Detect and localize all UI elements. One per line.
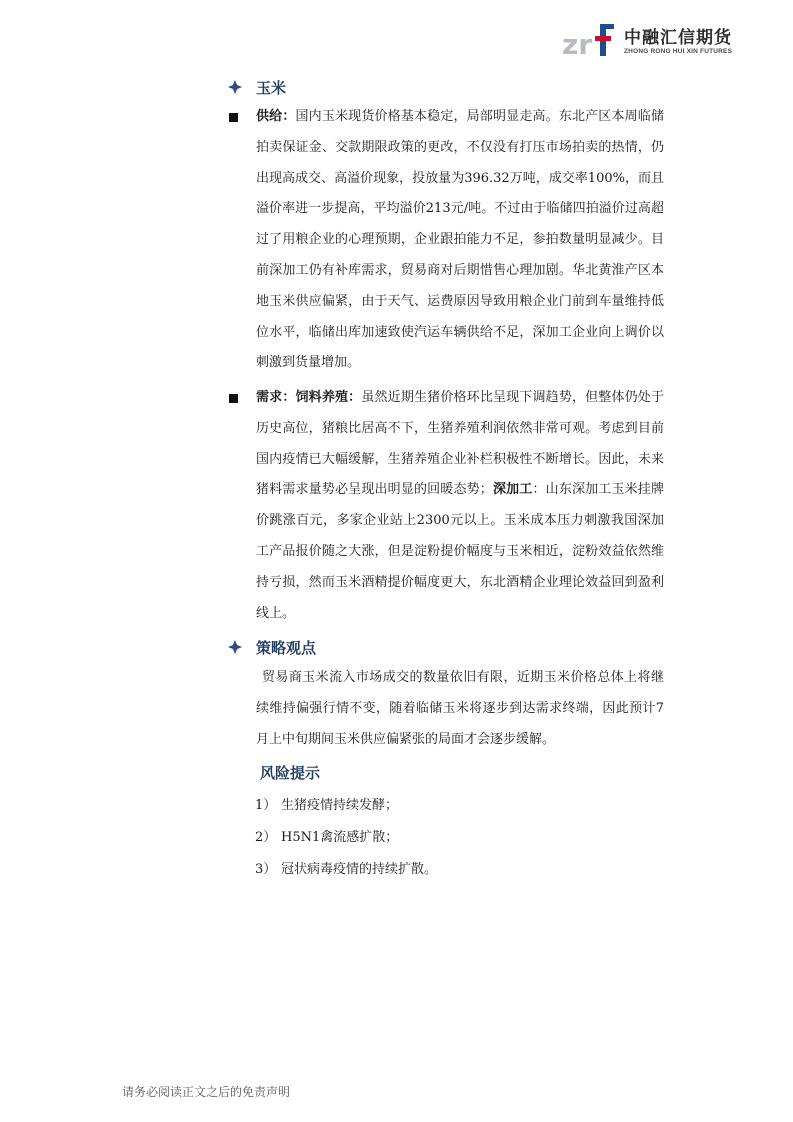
section-title: 玉米 <box>256 78 287 97</box>
risk-item-number: 2） <box>255 830 277 845</box>
supply-label: 供给： <box>256 109 296 124</box>
logo-mark-icon <box>562 20 618 60</box>
logo-english-name: ZHONG RONG HUI XIN FUTURES <box>624 48 733 55</box>
risk-item-number: 3） <box>255 862 277 877</box>
svg-text:zr: zr <box>562 28 593 60</box>
risk-item-number: 1） <box>255 798 277 813</box>
demand-text-1: 虽然近期生猪价格环比呈现下调趋势，但整体仍处于历史高位，猪粮比居高不下，生猪养殖利润依然非常可观。考虑到目前国内疫情已大幅缓解，生猪养殖企业补栏积极性不断增长。因此，未来猪料需求量势必呈现出明显的回暖态势； <box>256 390 664 498</box>
risk-section-title: 风险提示 <box>260 764 321 782</box>
section-heading-corn <box>228 76 286 98</box>
demand-label: 需求：饲料养殖： <box>256 390 362 405</box>
square-bullet-icon <box>229 113 238 122</box>
section-title: 策略观点 <box>256 638 317 657</box>
risk-item-text: 生猪疫情持续发酵； <box>281 798 399 813</box>
section-heading-strategy <box>228 636 316 658</box>
supply-paragraph <box>256 102 664 379</box>
supply-text: 国内玉米现货价格基本稳定，局部明显走高。东北产区本周临储拍卖保证金、交款期限政策的更改，不仅没有打压市场拍卖的热情，仍出现高成交、高溢价现象，投放量为396.32万吨，成交率100%，而且溢价率进一步提高，平均溢价213元/吨。不过由于临储四拍溢价过高超过了用粮企业的心理预期，企业跟拍能力不足，参拍数量明显减少。目前深加工仍有补库需求，贸易商对后期惜售心理加剧。华北黄淮产区本地玉米供应偏紧，由于天气、运费原因导致用粮企业门前到车量维持低位水平，临储出库加速致使汽运车辆供给不足，深加工企业向上调价以刺激到货量增加。 <box>256 109 664 371</box>
demand-text-2: ：山东深加工玉米挂牌价跳涨百元，多家企业站上2300元以上。玉米成本压力刺激我国深加工产品报价随之大涨，但是淀粉提价幅度与玉米相近，淀粉效益依然维持亏损，然而玉米酒精提价幅度更大，东北酒精企业理论效益回到盈利线上。 <box>256 482 664 621</box>
demand-paragraph <box>256 383 664 629</box>
risk-item <box>255 826 398 845</box>
risk-item-text: H5N1禽流感扩散； <box>281 830 399 845</box>
footer-disclaimer: 请务必阅读正文之后的免责声明 <box>122 1085 291 1099</box>
strategy-paragraph: 贸易商玉米流入市场成交的数量依旧有限，近期玉米价格总体上将继续维持偏强行情不变，随着临储玉米将逐步到达需求终端，因此预计7月上中旬期间玉米供应偏紧张的局面才会逐步缓解。 <box>256 670 664 747</box>
star-bullet-icon <box>228 640 242 654</box>
company-logo <box>562 20 762 62</box>
star-bullet-icon <box>228 80 242 94</box>
logo-chinese-name: 中融汇信期货 <box>624 28 732 48</box>
risk-item-text: 冠状病毒疫情的持续扩散。 <box>281 862 438 877</box>
square-bullet-icon <box>229 394 238 403</box>
risk-item <box>255 858 437 877</box>
risk-item <box>255 794 398 813</box>
deep-processing-label: 深加工 <box>492 482 533 498</box>
